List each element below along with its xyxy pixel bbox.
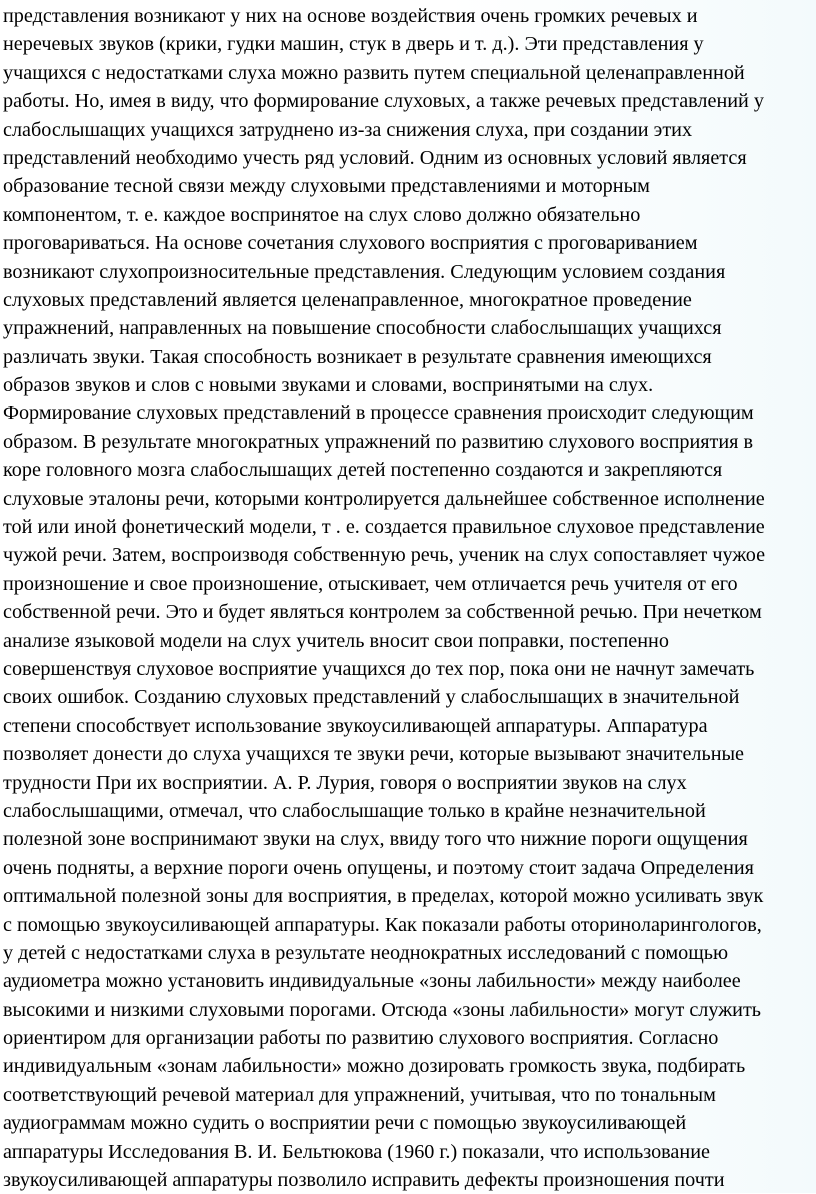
text-line: образование тесной связи между слуховыми представлениями и моторным: [3, 175, 650, 198]
text-line: работы. Но, имея в виду, что формирование слуховых, а также речевых представлений у: [3, 90, 765, 113]
text-line: очень подняты, а верхние пороги очень опущены, и поэтому стоит задача Определения: [3, 856, 754, 879]
text-line: с помощью звукоусиливающей аппаратуры. Как показали работы оториноларингологов,: [3, 913, 762, 936]
text-line: своих ошибок. Созданию слуховых представлений у слабослышащих в значительной: [3, 686, 740, 709]
text-line: слуховые эталоны речи, которыми контролируется дальнейшее собственное исполнение: [3, 487, 765, 510]
text-line: образом. В результате многократных упражнений по развитию слухового восприятия в: [3, 430, 754, 453]
text-line: степени способствует использование звукоусиливающей аппаратуры. Аппаратура: [3, 714, 708, 737]
text-line: учащихся с недостатками слуха можно развить путем специальной целенаправленной: [3, 61, 745, 84]
text-line: компонентом, т. е. каждое воспринятое на слух слово должно обязательно: [3, 203, 641, 226]
text-line: аудиограммам можно судить о восприятии речи с помощью звукоусиливающей: [3, 1112, 687, 1135]
text-line: представления возникают у них на основе воздействия очень громких речевых и: [3, 5, 698, 27]
text-line: проговариваться. На основе сочетания слухового восприятия с проговариванием: [3, 232, 698, 255]
text-line: неречевых звуков (крики, гудки машин, стук в дверь и т. д.). Эти представления у: [3, 33, 704, 56]
text-line: оптимальной полезной зоны для восприятия, в пределах, которой можно усиливать звук: [3, 885, 764, 908]
text-line: у детей с недостатками слуха в результате неоднократных исследований с помощью: [3, 941, 729, 964]
text-line: коре головного мозга слабослышащих детей постепенно создаются и закрепляются: [3, 459, 723, 482]
text-line: соответствующий речевой материал для упражнений, учитывая, что по тональным: [3, 1083, 716, 1106]
text-line: возникают слухопроизносительные представления. Следующим условием создания: [3, 260, 726, 283]
text-line: образов звуков и слов с новыми звуками и словами, воспринятыми на слух.: [3, 374, 654, 397]
text-line: позволяет донести до слуха учащихся те звуки речи, которые вызывают значительные: [3, 743, 745, 766]
text-line: аппаратуры Исследования В. И. Бельтюкова (1960 г.) показали, что использование: [3, 1140, 710, 1163]
body-text: [3, 2, 815, 1194]
text-line: аудиометра можно установить индивидуальные «зоны лабильности» между наиболее: [3, 970, 741, 993]
text-line: собственной речи. Это и будет являться контролем за собственной речью. При нечетком: [3, 601, 762, 624]
text-line: различать звуки. Такая способность возникает в результате сравнения имеющихся: [3, 345, 712, 368]
text-line: Формирование слуховых представлений в процессе сравнения происходит следующим: [3, 402, 754, 425]
text-line: ориентиром для организации работы по развитию слухового восприятия. Согласно: [3, 1027, 719, 1050]
text-line: анализе языковой модели на слух учитель вносит свои поправки, постепенно: [3, 629, 669, 652]
text-line: произношение и свое произношение, отыскивает, чем отличается речь учителя от его: [3, 572, 738, 595]
text-line: упражнений, направленных на повышение способности слабослышащих учащихся: [3, 317, 722, 340]
text-line: той или иной фонетический модели, т . е. создается правильное слуховое представление: [3, 516, 765, 539]
text-line: звукоусиливающей аппаратуры позволило исправить дефекты произношения почти: [3, 1169, 725, 1192]
text-line: представлений необходимо учесть ряд условий. Одним из основных условий является: [3, 146, 747, 169]
text-line: высокими и низкими слуховыми порогами. Отсюда «зоны лабильности» могут служить: [3, 998, 761, 1021]
text-line: индивидуальным «зонам лабильности» можно дозировать громкость звука, подбирать: [3, 1055, 746, 1078]
text-line: слабослышащих учащихся затруднено из-за снижения слуха, при создании этих: [3, 118, 693, 141]
text-line: совершенствуя слуховое восприятие учащихся до тех пор, пока они не начнут замечать: [3, 657, 755, 680]
text-line: трудности При их восприятии. А. Р. Лурия, говоря о восприятии звуков на слух: [3, 771, 687, 794]
text-line: слуховых представлений является целенаправленное, многократное проведение: [3, 288, 692, 311]
text-line: полезной зоне воспринимают звуки на слух, ввиду того что нижние пороги ощущения: [3, 828, 748, 851]
text-line: чужой речи. Затем, воспроизводя собственную речь, ученик на слух сопоставляет чужое: [3, 544, 766, 567]
text-line: слабослышащими, отмечал, что слабослышащие только в крайне незначительной: [3, 799, 706, 822]
